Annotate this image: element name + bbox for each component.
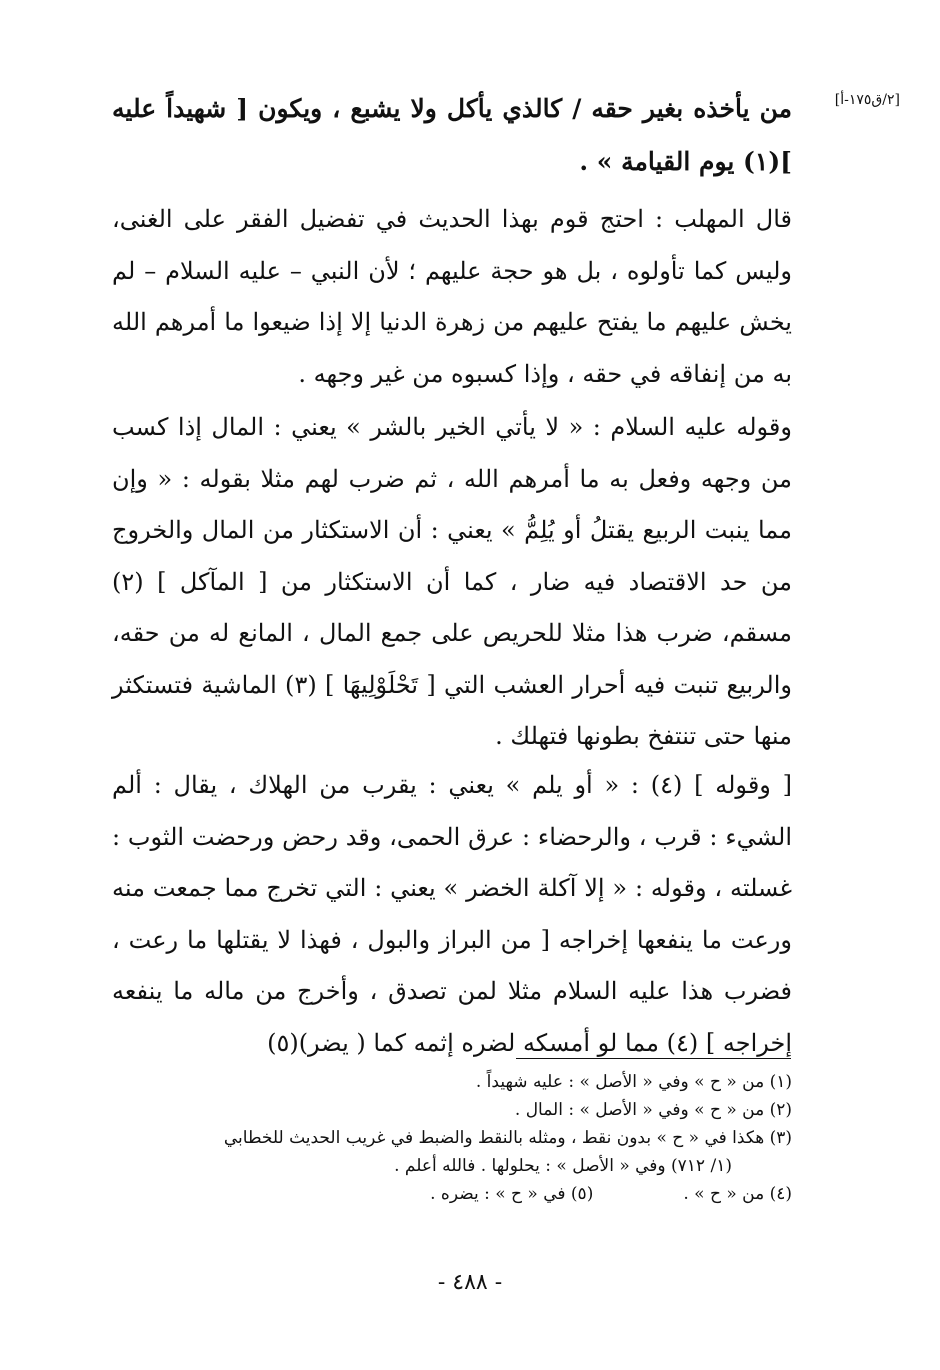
footnote-1: (١) من « ح » وفي « الأصل » : عليه شهيداً . xyxy=(475,1072,792,1092)
commentary-paragraph-3: [ وقوله ] (٤) : « أو يلم » يعني : يقرب من الهلاك ، يقال : ألم الشيء : قرب ، والرحضاء : عرق الحمى، وقد رحض ورحضت الثوب : غسلته ، وقوله : « إلا آكلة الخضر » يعني : التي تخرج مما جمعت منه ورعت ما ينفعها إخراجه [ من البراز والبول ، فهذا لا يقتلها ما رعت ، فضرب هذا عليه السلام مثلا لمن تصدق ، وأخرج من ماله ما ينفعه إخراجه ] (٤) مما لو أمسكه لضره إثمه كما ( يضر)(٥) xyxy=(112,771,792,1057)
commentary-paragraph-2: وقوله عليه السلام : « لا يأتي الخير بالشر » يعني : المال إذا كسب من وجهه وفعل به ما أمرهم الله ، ثم ضرب لهم مثلا بقوله : « وإن مما ينبت الربيع يقتلُ أو يُلِمُّ » يعني : أن الاستكثار من المال والخروج من حد الاقتصاد فيه ضار ، كما أن الاستكثار من [ المآكل ] (٢) مسقم، ضرب هذا مثلا للحريص على جمع المال ، المانع له من حقه، والربيع تنبت فيه أحرار العشب التي [ تَحْلَوْلِيهَا ] (٣) الماشية فتستكثر منها حتى تنتفخ بطونها فتهلك . xyxy=(112,413,793,750)
footnote-5: (٥) في « ح » : يضره . xyxy=(430,1184,594,1204)
footnote-3-continuation: (١/ ٧١٢) وفي « الأصل » : يحلولها . فالله أعلم . xyxy=(394,1156,732,1176)
manuscript-folio-reference: [٢/ق١٧٥-أ] xyxy=(834,92,900,108)
hadith-quote-continuation: من يأخذه بغير حقه / كالذي يأكل ولا يشبع ، ويكون [ شهيداً عليه ](١) يوم القيامة » . xyxy=(112,94,792,176)
footnote-2: (٢) من « ح » وفي « الأصل » : المال . xyxy=(514,1100,792,1120)
commentary-paragraph-1: قال المهلب : احتج قوم بهذا الحديث في تفضيل الفقر على الغنى، وليس كما تأولوه ، بل هو حجة عليهم ؛ لأن النبي – عليه السلام – لم يخش عليهم ما يفتح عليهم من زهرة الدنيا إلا إذا ضيعوا ما أمرهم الله به من إنفاقه في حقه ، وإذا كسبوه من غير وجهه . xyxy=(112,205,792,388)
footnotes-4-5-row xyxy=(112,1180,792,1208)
footnotes xyxy=(112,1068,792,1208)
page-number: - ٤٨٨ - xyxy=(437,1270,503,1295)
footnote-4: (٤) من « ح » . xyxy=(683,1184,792,1204)
footnote-divider xyxy=(516,1058,791,1059)
footnote-3: (٣) هكذا في « ح » بدون نقط ، ومثله بالنقط والضبط في غريب الحديث للخطابي xyxy=(223,1128,792,1148)
